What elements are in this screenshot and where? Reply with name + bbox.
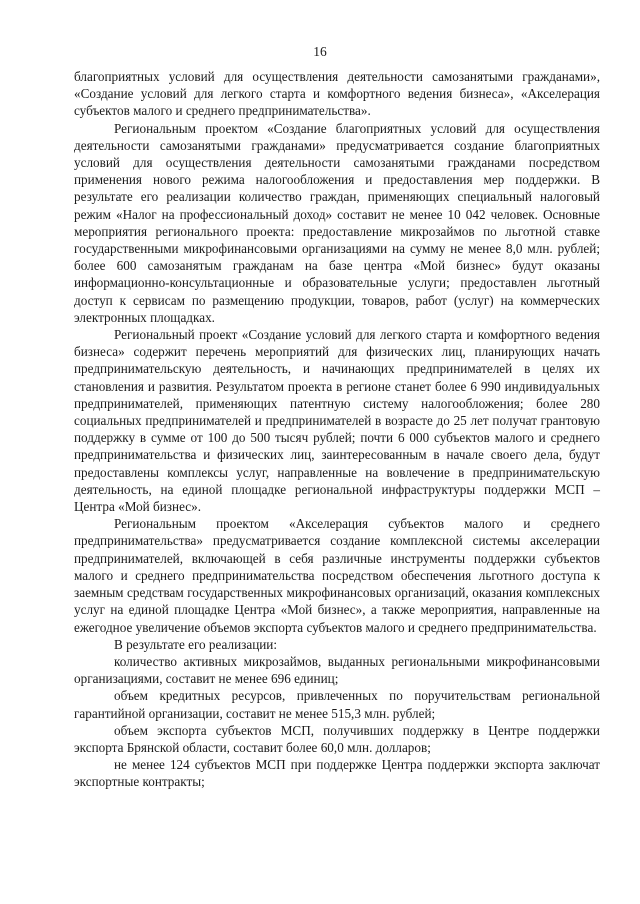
paragraph-results-intro: В результате его реализации: — [114, 636, 278, 652]
result-item-credit-resources: объем кредитных ресурсов, привлеченных по поручительствам региональной гарантийной организации, составит не менее 515,3 млн. рублей; — [74, 688, 600, 721]
result-item-microloans: количество активных микрозаймов, выданных региональными микрофинансовыми организациями, составит не менее 696 единиц; — [74, 653, 600, 687]
result-item-export-contracts: не менее 124 субъектов МСП при поддержке Центра поддержки экспорта заключат экспортные контракты; — [74, 757, 600, 790]
paragraph-easy-start-project: Региональный проект «Создание условий для легкого старта и комфортного ведения бизнеса» содержит перечень мероприятий для физических лиц, планирующих начать предпринимательскую деятельность, и начинающих предпринимателей в целях их становления и развития. Результатом проекта в регионе станет более 6 990 индивидуальных предпринимателей, применяющих патентную систему налогообложения; более 280 социальных предпринимателей и предпринимателей в возрасте до 25 лет получат грантовую поддержку в сумме от 100 до 500 тысяч рублей; почти 6 000 субъектов малого и среднего предпринимательства и физических лиц, заинтересованным в начале своего дела, будут предоставлены комплексы услуг, направленные на вовлечение в предпринимательскую деятельность, на единой площадке региональной инфраструктуры поддержки МСП – Центра «Мой бизнес». — [74, 327, 600, 515]
document-body — [74, 68, 600, 791]
page-number: 16 — [313, 44, 327, 59]
result-item-export-volume: объем экспорта субъектов МСП, получивших поддержку в Центре поддержки экспорта Брянской области, составит более 60,0 млн. долларов; — [74, 722, 600, 755]
paragraph-self-employed-project: Региональным проектом «Создание благоприятных условий для осуществления деятельности самозанятыми гражданами» предусматривается создание благоприятных условий для осуществления деятельности самозанятыми гражданами посредством применения нового режима налогообложения и предоставления мер поддержки. В результате его реализации количество граждан, применяющих специальный налоговый режим «Налог на профессиональный доход» составит не менее 10 042 человек. Основные мероприятия регионального проекта: предоставление микрозаймов по льготной ставке государственными микрофинансовыми организациями на сумму не менее 8,0 млн. рублей; более 600 самозанятым гражданам на базе центра «Мой бизнес» будут оказаны информационно-консультационные и образовательные услуги; предоставлен льготный доступ к сервисам по размещению продукции, товаров, работ (услуг) на коммерческих электронных площадках. — [74, 120, 600, 325]
paragraph-acceleration-project: Региональным проектом «Акселерация субъектов малого и среднего предпринимательства» предусматривается создание комплексной системы акселерации предпринимателей, включающей в себя различные инструменты поддержки субъектов малого и среднего предпринимательства посредством обеспечения льготного доступа к заемным средствам государственных микрофинансовых организаций, оказания комплексных услуг на единой площадке Центра «Мой бизнес», а также мероприятия, направленные на ежегодное увеличение объемов экспорта субъектов малого и среднего предпринимательства. — [74, 516, 600, 635]
paragraph-continuation: благоприятных условий для осуществления деятельности самозанятыми гражданами», «Создание условий для легкого старта и комфортного ведения бизнеса», «Акселерация субъектов малого и среднего предпринимательства». — [74, 69, 600, 119]
